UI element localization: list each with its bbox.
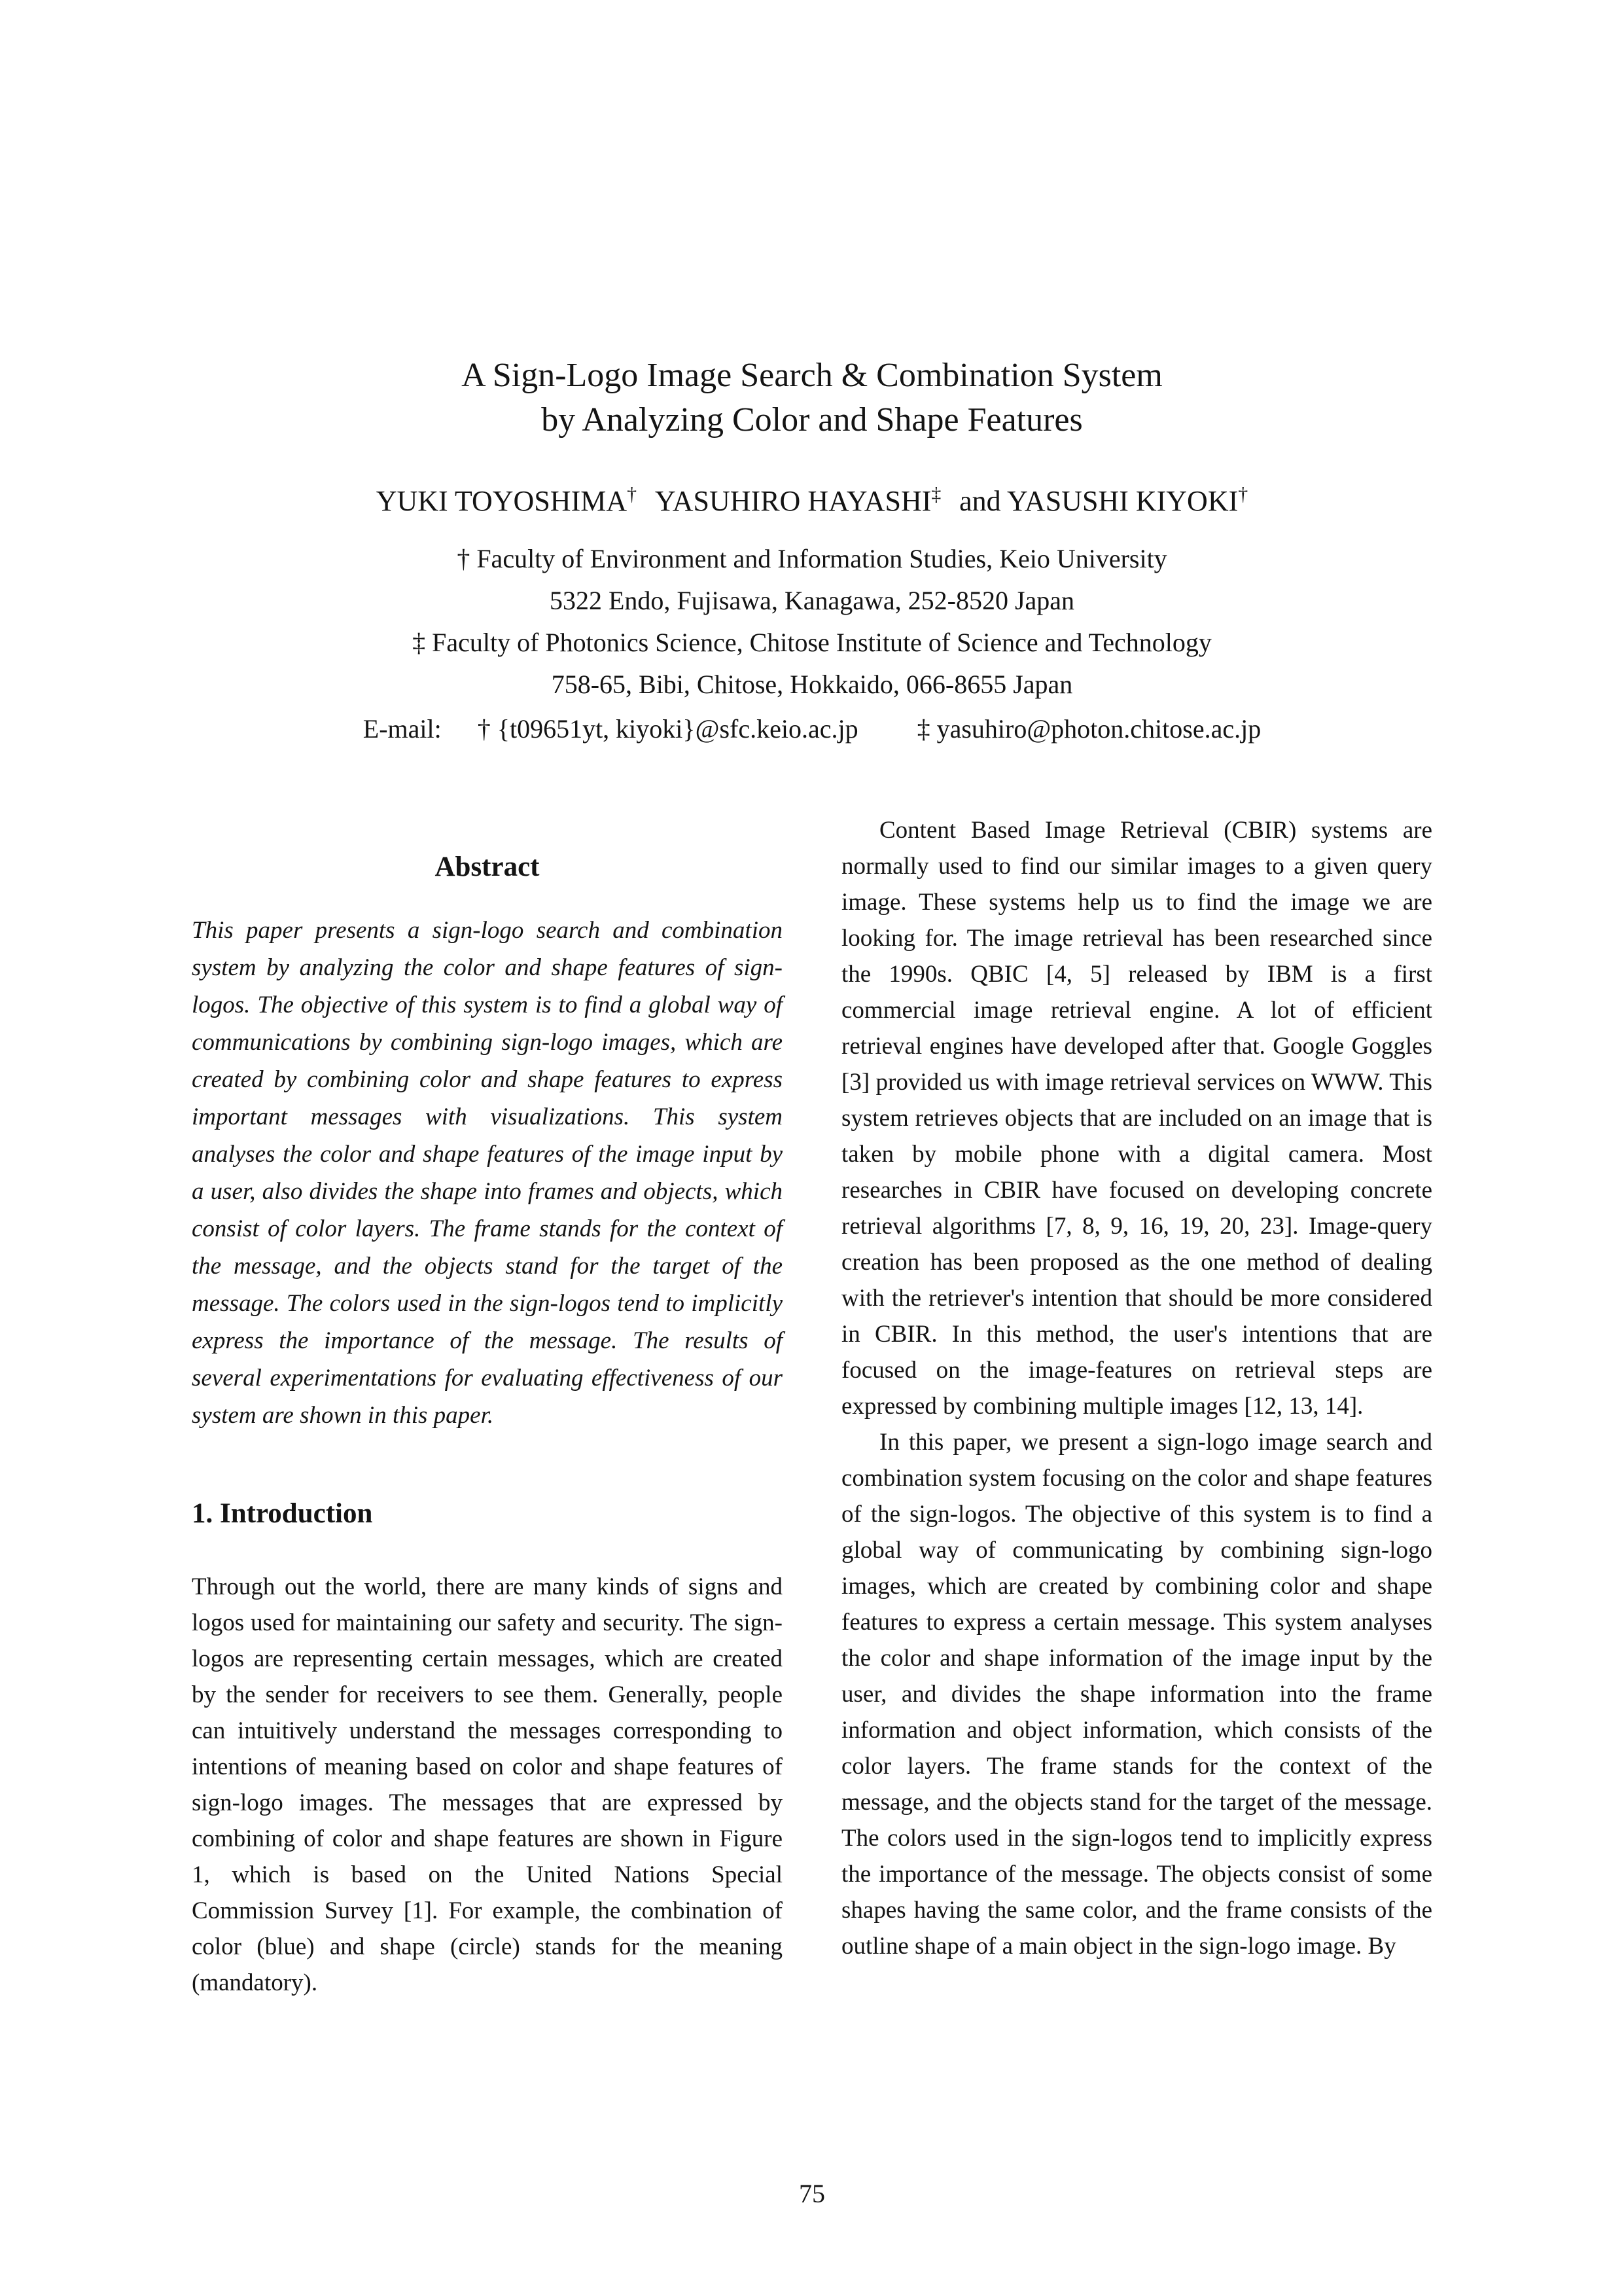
affiliation-line-4: 758-65, Bibi, Chitose, Hokkaido, 066-8655 Japan [551, 670, 1073, 699]
abstract-text: This paper presents a sign-logo search and combination system by analyzing the color and shape features of sign-logos. The objective of this system is to find a global way of communications by combining sign-logo images, which are created by combining color and shape features to express important messages with visualizations. This system analyses the color and shape features of the image input by a user, also divides the shape into frames and objects, which consist of color layers. The frame stands for the context of the message, and the objects stand for the target of the message. The colors used in the sign-logos tend to implicitly express the importance of the message. The results of several experimentations for evaluating effectiveness of our system are shown in this paper. [192, 917, 783, 1429]
right-column-paragraph-2: In this paper, we present a sign-logo image search and combination system focusing on the color and shape features of the sign-logos. The objective of this system is to find a global way of communicating by combining sign-logo images, which are created by combining color and shape features to express a certain message. This system analyses the color and shape information of the image input by the user, and divides the shape information into the frame information and object information, which consists of the color layers. The frame stands for the context of the message, and the objects stand for the target of the message. The colors used in the sign-logos tend to implicitly express the importance of the message. The objects consist of some shapes having the same color, and the frame consists of the outline shape of a main object in the sign-logo image. By [841, 1429, 1432, 1960]
author-1-name: YUKI TOYOSHIMA [376, 485, 627, 517]
author-1-affiliation-mark: † [627, 483, 637, 505]
authors-line [192, 483, 1432, 520]
two-column-body [192, 812, 1432, 2001]
author-1 [376, 485, 637, 517]
email-address-keio: † {t09651yt, kiyoki}@sfc.keio.ac.jp [477, 714, 858, 744]
page-content [192, 0, 1432, 2001]
affiliations-block [192, 538, 1432, 706]
author-2-name: YASUHIRO HAYASHI [654, 485, 932, 517]
left-column [192, 812, 783, 2001]
paper-title-line-1: A Sign-Logo Image Search & Combination System [461, 357, 1163, 394]
author-3-affiliation-mark: † [1238, 483, 1248, 505]
introduction-heading: 1. Introduction [192, 1498, 373, 1529]
affiliation-line-1: † Faculty of Environment and Information Studies, Keio University [457, 544, 1167, 573]
right-column [841, 812, 1432, 1964]
author-2-affiliation-mark: ‡ [931, 483, 942, 505]
abstract-heading: Abstract [434, 852, 540, 882]
page-number: 75 [799, 2179, 825, 2208]
email-line [192, 708, 1432, 750]
right-column-paragraph-1: Content Based Image Retrieval (CBIR) systems are normally used to find our similar images to a given query image. These systems help us to find the image we are looking for. The image retrieval has been researched since the 1990s. QBIC [4, 5] released by IBM is a first commercial image retrieval engine. A lot of efficient retrieval engines have developed after that. Google Goggles [3] provided us with image retrieval services on WWW. This system retrieves objects that are included on an image that is taken by mobile phone with a digital camera. Most researches in CBIR have focused on developing concrete retrieval algorithms [7, 8, 9, 16, 19, 20, 23]. Image-query creation has been proposed as the one method of dealing with the retriever's intention that should be more considered in CBIR. In this method, the user's intentions that are focused on the image-features on retrieval steps are expressed by combining multiple images [12, 13, 14]. [841, 817, 1432, 1420]
email-address-chitose: ‡ yasuhiro@photon.chitose.ac.jp [917, 714, 1262, 744]
author-3 [959, 485, 1248, 517]
affiliation-line-3: ‡ Faculty of Photonics Science, Chitose Institute of Science and Technology [412, 628, 1212, 657]
paper-title [192, 353, 1432, 442]
author-3-name: and YASUSHI KIYOKI [959, 485, 1239, 517]
affiliation-line-2: 5322 Endo, Fujisawa, Kanagawa, 252-8520 Japan [549, 586, 1075, 615]
author-2 [655, 485, 942, 517]
paper-title-line-2: by Analyzing Color and Shape Features [541, 401, 1083, 439]
email-label: E-mail: [362, 714, 442, 744]
introduction-paragraph: Through out the world, there are many kinds of signs and logos used for maintaining our safety and security. The sign-logos are representing certain messages, which are created by the sender for receivers to see them. Generally, people can intuitively understand the messages corresponding to intentions of meaning based on color and shape features of sign-logo images. The messages that are expressed by combining of color and shape features are shown in Figure 1, which is based on the United Nations Special Commission Survey [1]. For example, the combination of color (blue) and shape (circle) stands for the meaning (mandatory). [192, 1573, 783, 1996]
